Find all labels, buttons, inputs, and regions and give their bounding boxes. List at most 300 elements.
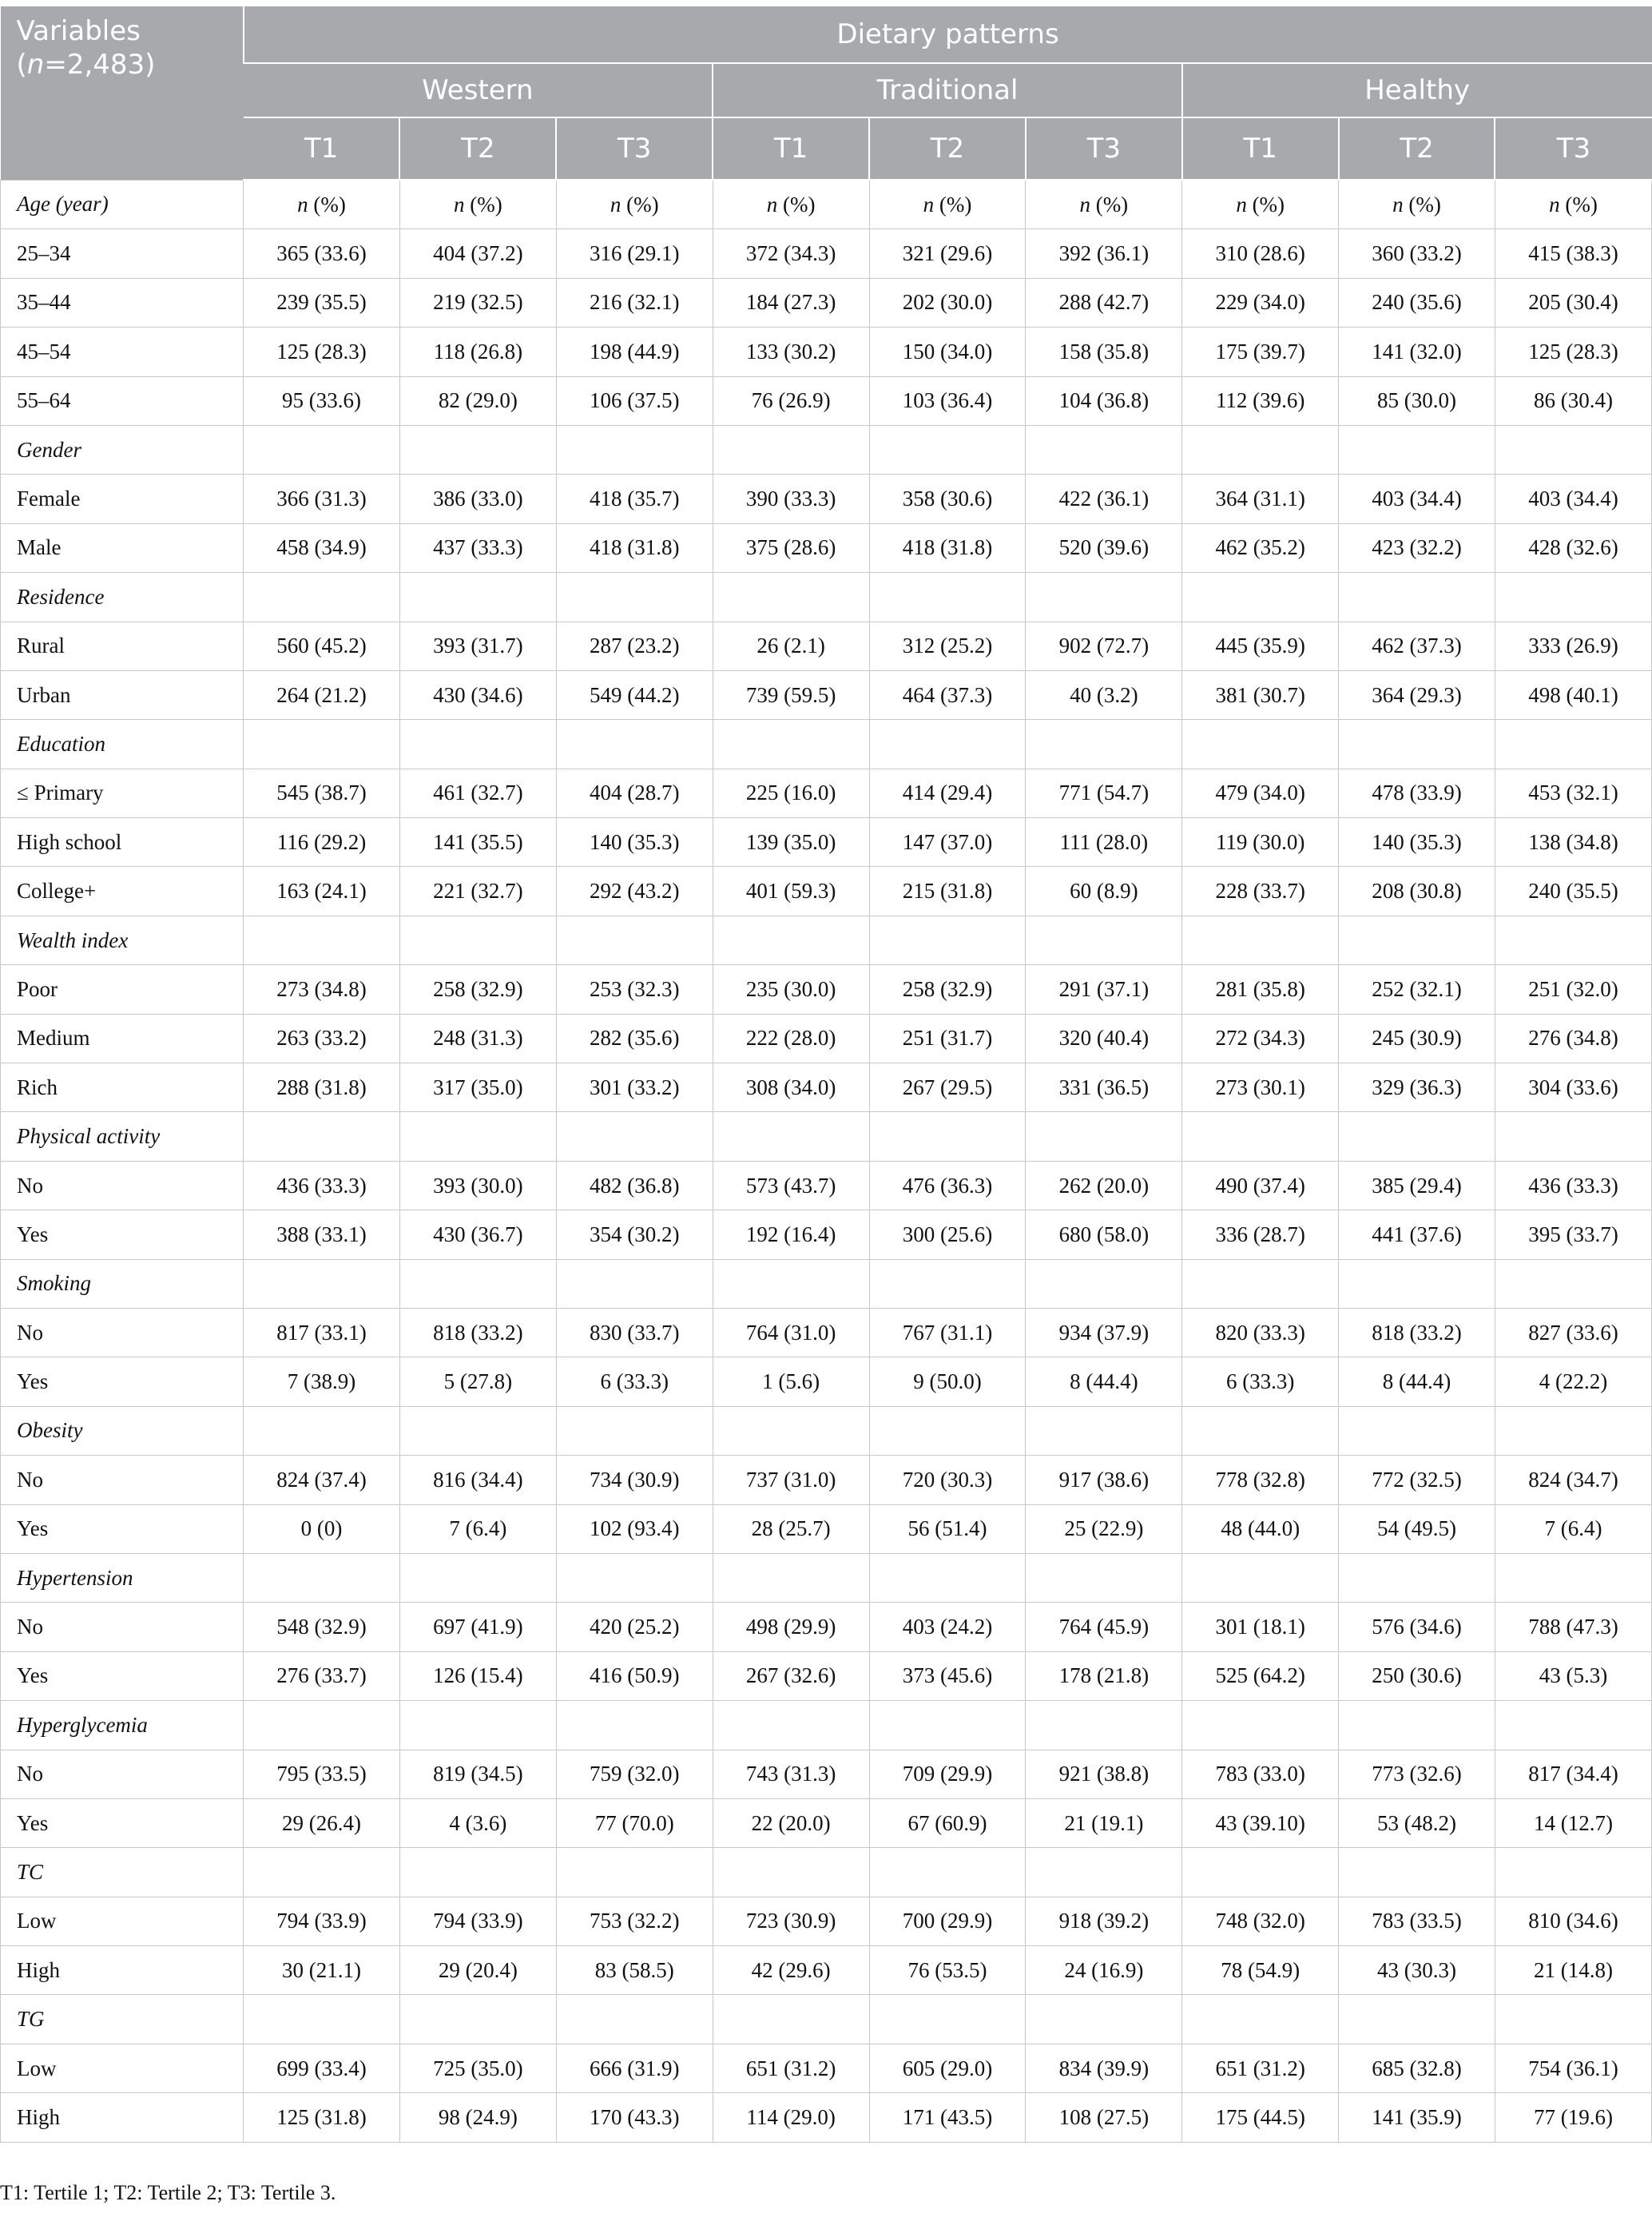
empty-cell: [1339, 573, 1495, 622]
table-cell: 267 (32.6): [713, 1651, 869, 1700]
table-cell: 430 (36.7): [399, 1210, 556, 1259]
table-cell: 560 (45.2): [244, 622, 400, 670]
row-label: 55–64: [1, 376, 244, 425]
table-cell: 301 (33.2): [556, 1063, 713, 1112]
row-label: Rural: [1, 622, 244, 670]
table-row: [1, 1210, 1652, 1259]
table-cell: 112 (39.6): [1182, 376, 1339, 425]
table-cell: 478 (33.9): [1339, 769, 1495, 817]
empty-cell: [869, 1848, 1026, 1897]
table-cell: 393 (30.0): [399, 1161, 556, 1210]
empty-cell: [1182, 1995, 1339, 2044]
table-cell: 418 (35.7): [556, 475, 713, 523]
table-cell: 54 (49.5): [1339, 1504, 1495, 1553]
table-row: [1, 965, 1652, 1014]
empty-cell: [1026, 1701, 1182, 1750]
table-cell: 934 (37.9): [1026, 1308, 1182, 1357]
row-label: No: [1, 1603, 244, 1651]
table-cell: 175 (39.7): [1182, 328, 1339, 376]
table-cell: 392 (36.1): [1026, 229, 1182, 278]
table-cell: 125 (28.3): [1495, 328, 1651, 376]
table-cell: 810 (34.6): [1495, 1897, 1651, 1945]
table-cell: 251 (31.7): [869, 1014, 1026, 1063]
table-cell: 734 (30.9): [556, 1456, 713, 1504]
table-cell: 783 (33.0): [1182, 1750, 1339, 1798]
np-header-cell: [556, 180, 713, 229]
table-row: [1, 1946, 1652, 1995]
table-cell: 794 (33.9): [399, 1897, 556, 1945]
table-cell: 458 (34.9): [244, 523, 400, 572]
table-cell: 498 (40.1): [1495, 670, 1651, 719]
table-cell: 428 (32.6): [1495, 523, 1651, 572]
table-row: [1, 475, 1652, 523]
np-n: n: [297, 192, 308, 217]
table-cell: 267 (29.5): [869, 1063, 1026, 1112]
table-cell: 301 (18.1): [1182, 1603, 1339, 1651]
empty-cell: [869, 916, 1026, 964]
empty-cell: [556, 1259, 713, 1308]
table-cell: 98 (24.9): [399, 2093, 556, 2142]
table-cell: 549 (44.2): [556, 670, 713, 719]
table-cell: 576 (34.6): [1339, 1603, 1495, 1651]
table-cell: 308 (34.0): [713, 1063, 869, 1112]
category-row: [1, 1553, 1652, 1602]
empty-cell: [399, 1701, 556, 1750]
empty-cell: [1182, 720, 1339, 769]
table-cell: 7 (38.9): [244, 1357, 400, 1406]
table-cell: 310 (28.6): [1182, 229, 1339, 278]
empty-cell: [869, 1995, 1026, 2044]
category-label: Hypertension: [1, 1553, 244, 1602]
empty-cell: [556, 720, 713, 769]
empty-cell: [1339, 916, 1495, 964]
table-cell: 258 (32.9): [869, 965, 1026, 1014]
empty-cell: [1495, 916, 1651, 964]
table-cell: 918 (39.2): [1026, 1897, 1182, 1945]
table-cell: 764 (45.9): [1026, 1603, 1182, 1651]
table-cell: 77 (70.0): [556, 1798, 713, 1847]
table-cell: 9 (50.0): [869, 1357, 1026, 1406]
table-cell: 445 (35.9): [1182, 622, 1339, 670]
table-cell: 414 (29.4): [869, 769, 1026, 817]
empty-cell: [1339, 1848, 1495, 1897]
table-cell: 373 (45.6): [869, 1651, 1026, 1700]
table-cell: 794 (33.9): [244, 1897, 400, 1945]
empty-cell: [713, 1995, 869, 2044]
empty-cell: [399, 1406, 556, 1455]
empty-cell: [244, 1701, 400, 1750]
table-cell: 420 (25.2): [556, 1603, 713, 1651]
table-cell: 753 (32.2): [556, 1897, 713, 1945]
table-cell: 393 (31.7): [399, 622, 556, 670]
row-label: College+: [1, 867, 244, 916]
empty-cell: [244, 1848, 400, 1897]
np-n: n: [766, 192, 778, 217]
empty-cell: [869, 1406, 1026, 1455]
table-cell: 1 (5.6): [713, 1357, 869, 1406]
pattern-header-western: Western: [244, 63, 713, 117]
empty-cell: [1182, 425, 1339, 474]
row-label: Poor: [1, 965, 244, 1014]
table-cell: 29 (26.4): [244, 1798, 400, 1847]
table-cell: 258 (32.9): [399, 965, 556, 1014]
table-cell: 316 (29.1): [556, 229, 713, 278]
tertile-header-traditional-t2: T2: [869, 117, 1026, 180]
empty-cell: [869, 1259, 1026, 1308]
table-cell: 287 (23.2): [556, 622, 713, 670]
table-cell: 288 (42.7): [1026, 278, 1182, 327]
table-cell: 225 (16.0): [713, 769, 869, 817]
table-cell: 111 (28.0): [1026, 818, 1182, 867]
category-label: Gender: [1, 425, 244, 474]
table-cell: 317 (35.0): [399, 1063, 556, 1112]
tertile-header-traditional-t1: T1: [713, 117, 869, 180]
table-cell: 215 (31.8): [869, 867, 1026, 916]
table-cell: 43 (30.3): [1339, 1946, 1495, 1995]
empty-cell: [1182, 1112, 1339, 1161]
table-row: [1, 1357, 1652, 1406]
np-header-cell: [1495, 180, 1651, 229]
table-row: [1, 1603, 1652, 1651]
table-footnote: T1: Tertile 1; T2: Tertile 2; T3: Tertile 3.: [0, 2181, 336, 2204]
category-label: Education: [1, 720, 244, 769]
table-row: [1, 229, 1652, 278]
np-percent: (%): [621, 192, 659, 217]
table-cell: 767 (31.1): [869, 1308, 1026, 1357]
table-cell: 221 (32.7): [399, 867, 556, 916]
table-cell: 60 (8.9): [1026, 867, 1182, 916]
table-cell: 42 (29.6): [713, 1946, 869, 1995]
table-cell: 208 (30.8): [1339, 867, 1495, 916]
table-cell: 150 (34.0): [869, 328, 1026, 376]
table-cell: 395 (33.7): [1495, 1210, 1651, 1259]
table-cell: 86 (30.4): [1495, 376, 1651, 425]
empty-cell: [1182, 1406, 1339, 1455]
empty-cell: [713, 1701, 869, 1750]
table-cell: 22 (20.0): [713, 1798, 869, 1847]
empty-cell: [244, 1553, 400, 1602]
category-label: Hyperglycemia: [1, 1701, 244, 1750]
table-cell: 25 (22.9): [1026, 1504, 1182, 1553]
table-cell: 820 (33.3): [1182, 1308, 1339, 1357]
table-cell: 819 (34.5): [399, 1750, 556, 1798]
table-cell: 818 (33.2): [1339, 1308, 1495, 1357]
table-cell: 818 (33.2): [399, 1308, 556, 1357]
table-cell: 140 (35.3): [1339, 818, 1495, 867]
table-cell: 700 (29.9): [869, 1897, 1026, 1945]
table-cell: 498 (29.9): [713, 1603, 869, 1651]
empty-cell: [869, 573, 1026, 622]
row-label: Female: [1, 475, 244, 523]
table-row: [1, 622, 1652, 670]
category-label: Residence: [1, 573, 244, 622]
table-cell: 163 (24.1): [244, 867, 400, 916]
dietary-patterns-header: Dietary patterns: [244, 6, 1652, 63]
table-cell: 430 (34.6): [399, 670, 556, 719]
row-label: Urban: [1, 670, 244, 719]
table-row: [1, 769, 1652, 817]
table-cell: 381 (30.7): [1182, 670, 1339, 719]
tertile-header-western-t1: T1: [244, 117, 400, 180]
table-cell: 462 (35.2): [1182, 523, 1339, 572]
category-label: Physical activity: [1, 1112, 244, 1161]
table-row: [1, 1161, 1652, 1210]
table-cell: 282 (35.6): [556, 1014, 713, 1063]
np-header-cell: [713, 180, 869, 229]
row-label: Low: [1, 1897, 244, 1945]
np-percent: (%): [1090, 192, 1129, 217]
table-cell: 651 (31.2): [1182, 2044, 1339, 2092]
table-cell: 118 (26.8): [399, 328, 556, 376]
table-cell: 372 (34.3): [713, 229, 869, 278]
empty-cell: [1339, 720, 1495, 769]
row-label: High school: [1, 818, 244, 867]
table-cell: 386 (33.0): [399, 475, 556, 523]
np-percent: (%): [1559, 192, 1598, 217]
table-cell: 360 (33.2): [1339, 229, 1495, 278]
np-n: n: [454, 192, 465, 217]
table-cell: 697 (41.9): [399, 1603, 556, 1651]
table-row: [1, 1014, 1652, 1063]
table-cell: 764 (31.0): [713, 1308, 869, 1357]
table-cell: 772 (32.5): [1339, 1456, 1495, 1504]
table-cell: 788 (47.3): [1495, 1603, 1651, 1651]
table-cell: 479 (34.0): [1182, 769, 1339, 817]
table-cell: 240 (35.5): [1495, 867, 1651, 916]
table-cell: 403 (34.4): [1339, 475, 1495, 523]
table-header: [1, 6, 1652, 180]
np-n: n: [1392, 192, 1404, 217]
row-label: 45–54: [1, 328, 244, 376]
table-row: [1, 670, 1652, 719]
table-cell: 358 (30.6): [869, 475, 1026, 523]
table-cell: 82 (29.0): [399, 376, 556, 425]
empty-cell: [1495, 1553, 1651, 1602]
empty-cell: [713, 1406, 869, 1455]
table-cell: 291 (37.1): [1026, 965, 1182, 1014]
table-cell: 264 (21.2): [244, 670, 400, 719]
category-row: [1, 1995, 1652, 2044]
table-cell: 67 (60.9): [869, 1798, 1026, 1847]
table-cell: 253 (32.3): [556, 965, 713, 1014]
np-percent: (%): [464, 192, 502, 217]
pattern-header-traditional: Traditional: [713, 63, 1182, 117]
table-cell: 276 (33.7): [244, 1651, 400, 1700]
table-cell: 21 (19.1): [1026, 1798, 1182, 1847]
category-label: Obesity: [1, 1406, 244, 1455]
category-row: [1, 1259, 1652, 1308]
empty-cell: [1026, 1553, 1182, 1602]
empty-cell: [1026, 1848, 1182, 1897]
tertile-header-healthy-t2: T2: [1339, 117, 1495, 180]
np-percent: (%): [308, 192, 346, 217]
row-label: 25–34: [1, 229, 244, 278]
table-row: [1, 1750, 1652, 1798]
empty-cell: [399, 1112, 556, 1161]
empty-cell: [713, 1112, 869, 1161]
empty-cell: [1182, 1848, 1339, 1897]
table-cell: 119 (30.0): [1182, 818, 1339, 867]
table-cell: 53 (48.2): [1339, 1798, 1495, 1847]
table-cell: 125 (31.8): [244, 2093, 400, 2142]
table-cell: 423 (32.2): [1339, 523, 1495, 572]
table-cell: 453 (32.1): [1495, 769, 1651, 817]
table-cell: 720 (30.3): [869, 1456, 1026, 1504]
np-header-cell: [869, 180, 1026, 229]
empty-cell: [1026, 573, 1182, 622]
empty-cell: [869, 720, 1026, 769]
empty-cell: [399, 573, 556, 622]
table-cell: 464 (37.3): [869, 670, 1026, 719]
table-cell: 24 (16.9): [1026, 1946, 1182, 1995]
table-row: [1, 278, 1652, 327]
table-cell: 171 (43.5): [869, 2093, 1026, 2142]
table-cell: 56 (51.4): [869, 1504, 1026, 1553]
table-cell: 462 (37.3): [1339, 622, 1495, 670]
table-cell: 490 (37.4): [1182, 1161, 1339, 1210]
table-cell: 354 (30.2): [556, 1210, 713, 1259]
empty-cell: [1495, 1701, 1651, 1750]
empty-cell: [713, 1259, 869, 1308]
table-cell: 263 (33.2): [244, 1014, 400, 1063]
table-row: [1, 376, 1652, 425]
table-cell: 141 (35.9): [1339, 2093, 1495, 2142]
table-cell: 4 (22.2): [1495, 1357, 1651, 1406]
table-row: [1, 1063, 1652, 1112]
table-cell: 219 (32.5): [399, 278, 556, 327]
table-cell: 320 (40.4): [1026, 1014, 1182, 1063]
table-row: [1, 1308, 1652, 1357]
table-cell: 827 (33.6): [1495, 1308, 1651, 1357]
table-cell: 365 (33.6): [244, 229, 400, 278]
empty-cell: [1182, 1701, 1339, 1750]
table-cell: 304 (33.6): [1495, 1063, 1651, 1112]
tertile-header-western-t3: T3: [556, 117, 713, 180]
table-cell: 404 (28.7): [556, 769, 713, 817]
table-cell: 48 (44.0): [1182, 1504, 1339, 1553]
table-cell: 404 (37.2): [399, 229, 556, 278]
category-row: [1, 180, 1652, 229]
empty-cell: [556, 573, 713, 622]
table-cell: 252 (32.1): [1339, 965, 1495, 1014]
table-cell: 545 (38.7): [244, 769, 400, 817]
table-cell: 288 (31.8): [244, 1063, 400, 1112]
empty-cell: [713, 1553, 869, 1602]
table-cell: 29 (20.4): [399, 1946, 556, 1995]
variables-label: Variables: [16, 15, 141, 47]
table-cell: 40 (3.2): [1026, 670, 1182, 719]
empty-cell: [399, 1848, 556, 1897]
table-cell: 725 (35.0): [399, 2044, 556, 2092]
empty-cell: [1026, 1259, 1182, 1308]
empty-cell: [399, 1259, 556, 1308]
empty-cell: [244, 425, 400, 474]
table-cell: 436 (33.3): [1495, 1161, 1651, 1210]
table-cell: 7 (6.4): [1495, 1504, 1651, 1553]
table-cell: 43 (5.3): [1495, 1651, 1651, 1700]
table-cell: 202 (30.0): [869, 278, 1026, 327]
table-cell: 437 (33.3): [399, 523, 556, 572]
table-cell: 14 (12.7): [1495, 1798, 1651, 1847]
row-label: No: [1, 1161, 244, 1210]
table-cell: 4 (3.6): [399, 1798, 556, 1847]
table-cell: 106 (37.5): [556, 376, 713, 425]
empty-cell: [1495, 720, 1651, 769]
table-row: [1, 818, 1652, 867]
category-row: [1, 1701, 1652, 1750]
empty-cell: [1339, 1553, 1495, 1602]
empty-cell: [244, 1406, 400, 1455]
row-label: Yes: [1, 1798, 244, 1847]
empty-cell: [1339, 1701, 1495, 1750]
table-cell: 158 (35.8): [1026, 328, 1182, 376]
table-cell: 116 (29.2): [244, 818, 400, 867]
np-n: n: [923, 192, 935, 217]
table-cell: 262 (20.0): [1026, 1161, 1182, 1210]
empty-cell: [1495, 573, 1651, 622]
np-n: n: [1549, 192, 1560, 217]
table-cell: 754 (36.1): [1495, 2044, 1651, 2092]
table-cell: 771 (54.7): [1026, 769, 1182, 817]
row-label: Medium: [1, 1014, 244, 1063]
empty-cell: [399, 1995, 556, 2044]
row-label: No: [1, 1308, 244, 1357]
empty-cell: [399, 425, 556, 474]
empty-cell: [1026, 425, 1182, 474]
table-cell: 834 (39.9): [1026, 2044, 1182, 2092]
table-cell: 401 (59.3): [713, 867, 869, 916]
n-value: =2,483): [44, 49, 156, 81]
empty-cell: [556, 1112, 713, 1161]
n-label: n: [26, 49, 45, 81]
empty-cell: [713, 720, 869, 769]
table-cell: 300 (25.6): [869, 1210, 1026, 1259]
table-cell: 6 (33.3): [1182, 1357, 1339, 1406]
table-cell: 441 (37.6): [1339, 1210, 1495, 1259]
table-row: [1, 2093, 1652, 2142]
np-percent: (%): [1403, 192, 1441, 217]
category-row: [1, 916, 1652, 964]
np-header-cell: [1026, 180, 1182, 229]
empty-cell: [869, 1112, 1026, 1161]
row-label: Male: [1, 523, 244, 572]
table-cell: 364 (29.3): [1339, 670, 1495, 719]
table-cell: 520 (39.6): [1026, 523, 1182, 572]
table-cell: 7 (6.4): [399, 1504, 556, 1553]
empty-cell: [713, 425, 869, 474]
table-cell: 76 (53.5): [869, 1946, 1026, 1995]
table-cell: 778 (32.8): [1182, 1456, 1339, 1504]
empty-cell: [1026, 1406, 1182, 1455]
empty-cell: [244, 1112, 400, 1161]
row-label: Yes: [1, 1504, 244, 1553]
table-cell: 245 (30.9): [1339, 1014, 1495, 1063]
row-label: No: [1, 1750, 244, 1798]
table-cell: 743 (31.3): [713, 1750, 869, 1798]
table-cell: 139 (35.0): [713, 818, 869, 867]
category-label: Age (year): [1, 180, 244, 229]
table-cell: 192 (16.4): [713, 1210, 869, 1259]
empty-cell: [1026, 916, 1182, 964]
table-cell: 216 (32.1): [556, 278, 713, 327]
empty-cell: [1339, 1259, 1495, 1308]
row-label: Rich: [1, 1063, 244, 1112]
empty-cell: [244, 720, 400, 769]
table-cell: 43 (39.10): [1182, 1798, 1339, 1847]
np-percent: (%): [1246, 192, 1285, 217]
row-label: ≤ Primary: [1, 769, 244, 817]
empty-cell: [244, 1995, 400, 2044]
